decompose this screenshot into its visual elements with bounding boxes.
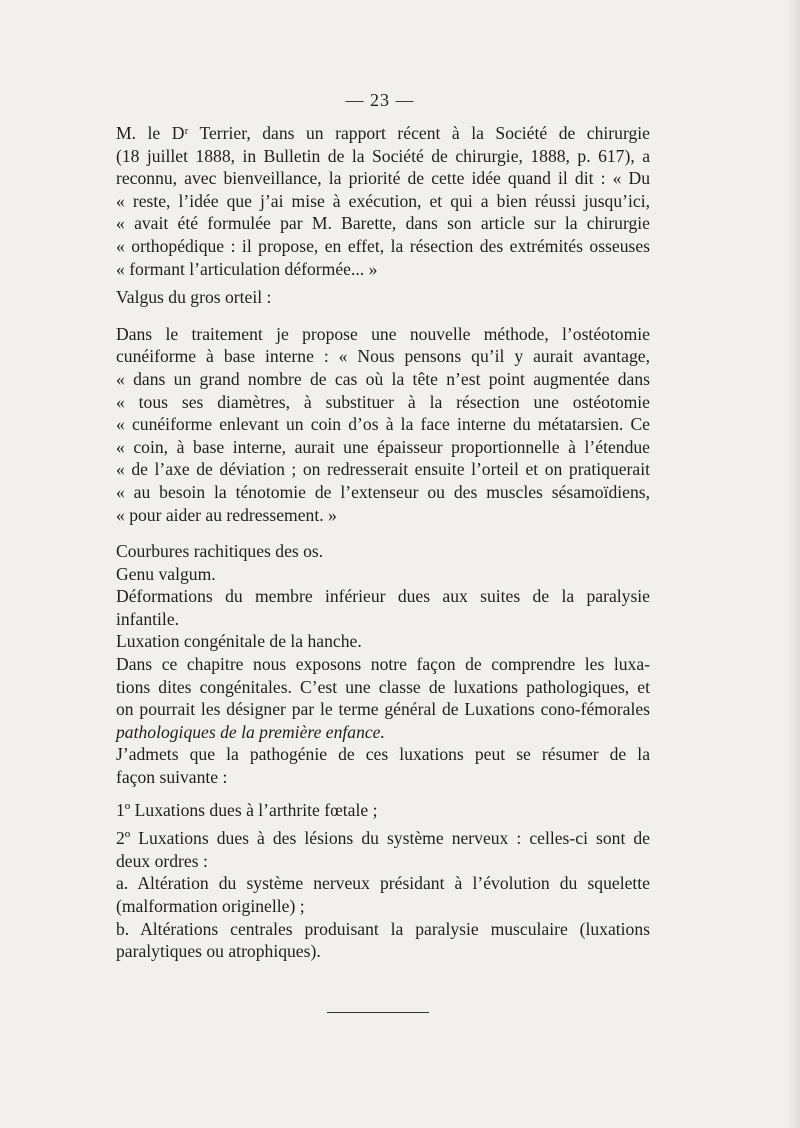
text-line: on pourrait les désigner par le terme général de Luxations cono-fémorales [116, 699, 650, 720]
text-line: deux ordres : [116, 850, 208, 871]
text-line: « reste, l’idée que j’ai mise à exécution, et qui a bien réussi jusqu’ici, [116, 190, 650, 211]
text-line: Genu valgum. [116, 563, 216, 584]
text-line: pathologiques de la première enfance. [116, 721, 385, 742]
text-line: « formant l’articulation déformée... » [116, 258, 378, 279]
text-line: Dans le traitement je propose une nouvelle méthode, l’ostéotomie [116, 323, 650, 344]
section-divider [327, 1012, 429, 1013]
text-line: Dans ce chapitre nous exposons notre façon de comprendre les luxa- [116, 654, 650, 675]
paragraph-valgus-heading [116, 286, 650, 309]
text-line: « dans un grand nombre de cas où la tête n’est point augmentée dans [116, 368, 650, 389]
text-line: a. Altération du système nerveux présidant à l’évolution du squelette [116, 873, 650, 894]
text-line: (18 juillet 1888, in Bulletin de la Société de chirurgie, 1888, p. 617), a [116, 145, 650, 166]
text-line: reconnu, avec bienveillance, la priorité de cette idée quand il dit : « Du [116, 168, 650, 189]
text-line: « avait été formulée par M. Barette, dans son article sur la chirurgie [116, 213, 650, 234]
text-line: « de l’axe de déviation ; on redresserait ensuite l’orteil et on pratiquerait [116, 459, 650, 480]
text-line: « pour aider au redressement. » [116, 504, 337, 525]
text-line: « cunéiforme enlevant un coin d’os à la face interne du métatarsien. Ce [116, 414, 650, 435]
text-line: 2º Luxations dues à des lésions du système nerveux : celles-ci sont de [116, 828, 650, 849]
text-line: Courbures rachitiques des os. [116, 541, 324, 562]
text-line: « orthopédique : il propose, en effet, la résection des extrémités osseuses [116, 235, 650, 256]
text-line: infantile. [116, 608, 180, 629]
paragraph-terrier-quote [116, 122, 650, 280]
text-line: Déformations du membre inférieur dues aux suites de la paralysie [116, 586, 650, 607]
paragraph-point-2 [116, 827, 650, 963]
text-line: J’admets que la pathogénie de ces luxations peut se résumer de la [116, 744, 650, 765]
text-line: cunéiforme à base interne : « Nous pensons qu’il y aurait avantage, [116, 346, 650, 367]
text-line: « coin, à base interne, aurait une épaisseur proportionnelle à l’étendue [116, 436, 650, 457]
text-line: Valgus du gros orteil : [116, 287, 272, 308]
text-line: b. Altérations centrales produisant la paralysie musculaire (luxations [116, 918, 650, 939]
text-line: paralytiques ou atrophiques). [116, 941, 321, 962]
text-line: « tous ses diamètres, à substituer à la résection une ostéotomie [116, 391, 650, 412]
paragraph-osteotomie [116, 323, 650, 526]
text-line: (malformation originelle) ; [116, 896, 305, 916]
body-text [116, 122, 650, 963]
paragraph-deformations [116, 540, 650, 789]
text-line: « au besoin la ténotomie de l’extenseur ou des muscles sésamoïdiens, [116, 481, 650, 502]
text-line: tions dites congénitales. C’est une classe de luxations pathologiques, et [116, 676, 650, 697]
text-line: M. le Dʳ Terrier, dans un rapport récent à la Société de chirurgie [116, 123, 650, 143]
text-line: façon suivante : [116, 767, 228, 788]
paragraph-point-1 [116, 799, 650, 822]
text-line: 1º Luxations dues à l’arthrite fœtale ; [116, 799, 378, 820]
page-number: — 23 — [345, 90, 415, 110]
text-line: Luxation congénitale de la hanche. [116, 631, 362, 652]
